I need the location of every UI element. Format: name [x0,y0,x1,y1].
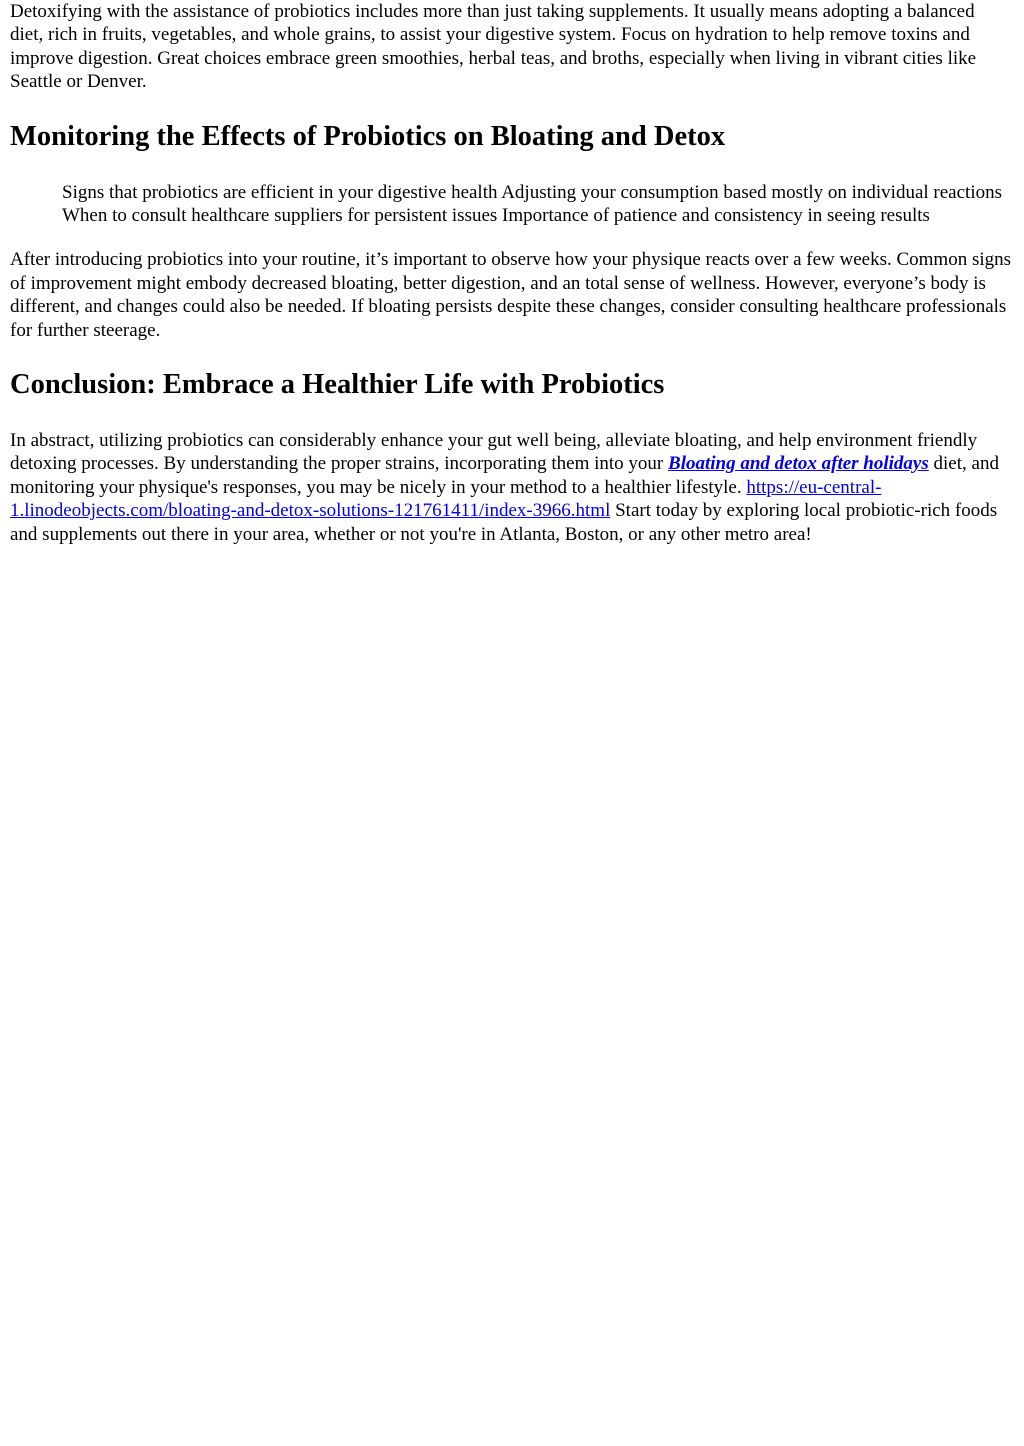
conclusion-heading: Conclusion: Embrace a Healthier Life with Probiotics [10,369,665,401]
article [0,0,1024,546]
intro-paragraph: Detoxifying with the assistance of probiotics includes more than just taking supplements. It usually means adopting a balanced diet, rich in fruits, vegetables, and whole grains, to assist your digestive system. Focus on hydration to help remove toxins and improve digestion. Great choices embrace green smoothies, herbal teas, and broths, especially when living in vibrant cities like Seattle or Denver. [10,1,977,93]
conclusion-text-start: In abstract, utilizing probiotics can considerably enhance your gut well being, alleviate bloating, and help environment friendly detoxing processes. By understanding the proper strains, incorporating them into your [10,430,978,475]
monitoring-heading: Monitoring the Effects of Probiotics on Bloating and Detox [10,120,726,152]
conclusion-text-middle: diet, and monitoring your physique's responses, you may be nicely in your method to a healthier lifestyle. [10,453,999,498]
conclusion-paragraph [10,429,1012,546]
bloating-detox-link[interactable]: Bloating and detox after holidays [668,453,929,475]
url-link[interactable]: https://eu-central-1.linodeobjects.com/bloating-and-detox-solutions-121761411/index-3966.html [10,476,882,522]
monitoring-quote: Signs that probiotics are efficient in your digestive health Adjusting your consumption based mostly on individual reactions When to consult healthcare suppliers for persistent issues Importance of patience and consistency in seeing results [62,181,1002,227]
monitoring-paragraph: After introducing probiotics into your routine, it’s important to observe how your physique reacts over a few weeks. Common signs of improvement might embody decreased bloating, better digestion, and an total sense of wellness. However, everyone’s body is different, and changes could also be needed. If bloating persists despite these changes, consider consulting healthcare professionals for further steerage. [10,249,1012,341]
conclusion-text-end: Start today by exploring local probiotic-rich foods and supplements out there in your area, whether or not you're in Atlanta, Boston, or any other metro area! [10,500,998,545]
